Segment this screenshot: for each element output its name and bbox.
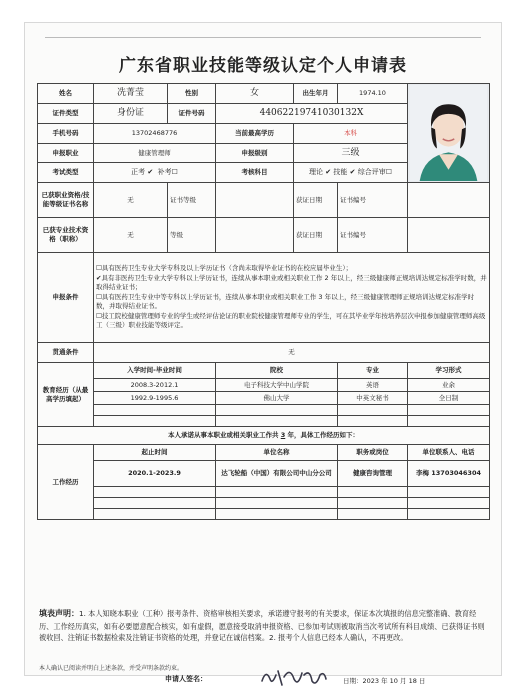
cert-no-label: 证书编号	[338, 183, 408, 218]
work-row-empty	[94, 498, 216, 509]
work-header-position: 职务或岗位	[338, 445, 408, 461]
condition-item[interactable]: ☐具有医药卫生专业大学专科及以上学历证书（含尚未取得毕业证书的在校应届毕业生）；	[96, 263, 353, 272]
comprehensive-option[interactable]: 综合评审☐	[357, 168, 392, 177]
work-row-empty	[216, 509, 338, 520]
condition-item[interactable]: ☐技工院校健康管理师专业的学生或经评估论证的职业院校健康管理师专业的学生，可在其毕业学年按培养层次申报参加健康管理师高级工（三级）职业技能等级评定。	[96, 312, 486, 330]
work-row-company: 达飞轮船（中国）有限公司中山分公司	[216, 461, 338, 487]
work-row-empty	[338, 509, 408, 520]
edu-header-period: 入学时间-毕业时间	[94, 363, 216, 379]
edu-row-school: 佛山大学	[216, 392, 338, 405]
id-no-value: 440622197410301​32X	[216, 103, 408, 123]
applicant-photo	[408, 84, 490, 183]
cert-date-label: 获证日期	[294, 183, 338, 218]
work-row-empty	[338, 487, 408, 498]
application-form	[24, 22, 502, 685]
level-label: 申报级别	[216, 143, 294, 163]
edu-row-major: 中英文秘书	[338, 392, 408, 405]
name-value: 冼菁莹	[94, 84, 168, 104]
exam-type-options	[94, 163, 216, 183]
work-row-empty	[408, 487, 490, 498]
theory-option[interactable]: 理论	[309, 168, 324, 177]
exam-type-label: 考试类型	[38, 163, 94, 183]
edu-row-empty	[408, 405, 490, 416]
cert-no-value	[408, 183, 490, 218]
form-title: 广东省职业技能等级认定个人申请表	[119, 56, 407, 76]
through-value: 无	[94, 343, 490, 363]
condition-item[interactable]: ✔具有非医药卫生专业大学专科以上学历证书，连续从事本职业或相关职业工作 2 年以上，经三级健康师正规培训达规定标准学时数，并取得结业证书；	[96, 274, 487, 292]
edu-row-school: 电子科技大学中山学院	[216, 379, 338, 392]
subject-label: 考核科目	[216, 163, 294, 183]
conditions-list	[94, 253, 490, 343]
form-table	[37, 83, 490, 520]
check-icon: ✔	[147, 168, 154, 177]
confirmation-note: 本人确认已阅读并明白上述条款，并受声明条款约束。	[39, 665, 184, 672]
work-row-empty	[216, 487, 338, 498]
subject-options	[294, 163, 408, 183]
promise-prefix: 本人承诺从事本职业或相关职业工作共	[167, 431, 279, 440]
promise-years: 3	[280, 431, 286, 440]
edu-row-form: 全日制	[408, 392, 490, 405]
exam-normal-option[interactable]: 正考	[131, 168, 146, 177]
check-icon: ✔	[325, 168, 332, 177]
title-grade-label: 等级	[168, 218, 216, 253]
work-label: 工作经历	[38, 445, 94, 520]
sign-date: 日期：2023 年 10 月 18 日	[343, 677, 426, 685]
work-row-position: 健康咨询管理	[338, 461, 408, 487]
edu-header-form: 学习形式	[408, 363, 490, 379]
edu-row-period: 2008.3-2012.1	[94, 379, 216, 392]
work-row-empty	[338, 498, 408, 509]
name-label: 姓名	[38, 84, 94, 104]
signature-label: 申请人签名：	[165, 675, 207, 683]
work-row-empty	[408, 509, 490, 520]
title-cert-value: 无	[94, 218, 168, 253]
edu-label: 当前最高学历	[216, 123, 294, 143]
phone-label: 手机号码	[38, 123, 94, 143]
dob-value: 1974.10	[338, 84, 408, 104]
edu-header-school: 院校	[216, 363, 338, 379]
education-label: 教育经历（从最高学历填起）	[38, 363, 94, 427]
edu-row-empty	[338, 416, 408, 427]
phone-value: 13702468776	[94, 123, 216, 143]
conditions-label: 申报条件	[38, 253, 94, 343]
level-value: 三级	[294, 143, 408, 163]
edu-row-empty	[408, 416, 490, 427]
title-grade-value	[216, 218, 294, 253]
gender-value: 女	[216, 84, 294, 104]
work-row-period: 2020.1-2023.9	[94, 461, 216, 487]
work-header-contact: 单位联系人、电话	[408, 445, 490, 461]
occupation-label: 申报职业	[38, 143, 94, 163]
edu-row-form: 业余	[408, 379, 490, 392]
declaration	[39, 608, 487, 644]
skill-option[interactable]: 技能	[333, 168, 348, 177]
edu-row-empty	[94, 405, 216, 416]
edu-row-empty	[216, 416, 338, 427]
edu-value: 本科	[294, 123, 408, 143]
cert-grade-value	[216, 183, 294, 218]
cert-grade-label: 证书等级	[168, 183, 216, 218]
portrait-icon	[410, 85, 487, 181]
work-row-empty	[216, 498, 338, 509]
edu-row-empty	[216, 405, 338, 416]
declaration-text: 1. 本人知晓本职业（工种）报考条件、资格审核相关要求，承诺遵守报考的有关要求，保证本次填报的信息完整准确、教育经历、工作经历真实，如有必要愿意配合核实，如有虚假，愿意接受取消申报资格、已参加考试则被取消当次考试所有科目成绩、已获得证书则被收回、注销证书数据检索及注销证书资格的处理，并登记在诚信档案。2. 报考个人信息已经本人确认，不再更改。	[39, 609, 485, 643]
edu-row-major: 英语	[338, 379, 408, 392]
work-header-company: 单位名称	[216, 445, 338, 461]
work-header-period: 起止时间	[94, 445, 216, 461]
work-row-empty	[408, 498, 490, 509]
id-type-label: 证件类型	[38, 103, 94, 123]
check-icon: ✔	[349, 168, 356, 177]
id-no-label: 证件号码	[168, 103, 216, 123]
work-promise	[38, 427, 490, 445]
edu-header-major: 专业	[338, 363, 408, 379]
condition-item[interactable]: ☐具有医药卫生专业中等专科以上学历证书，连续从事本职业或相关职业工作 3 年以上，经三级健康管理师正规培训达规定标准学时数，并取得结业证书。	[96, 293, 475, 311]
work-row-contact: 李梅 13703046304	[408, 461, 490, 487]
id-type-value: 身份证	[94, 103, 168, 123]
edu-row-empty	[338, 405, 408, 416]
dob-label: 出生年月	[294, 84, 338, 104]
through-label: 贯通条件	[38, 343, 94, 363]
header-rule	[45, 37, 481, 38]
title-no-label: 证书编号	[338, 218, 408, 253]
title-cert-label: 已获专业技术资格（职称）	[38, 218, 94, 253]
work-row-empty	[94, 487, 216, 498]
exam-makeup-option[interactable]: 补考☐	[157, 168, 178, 177]
work-row-empty	[94, 509, 216, 520]
edu-row-empty	[94, 416, 216, 427]
occupation-value: 健康管理师	[94, 143, 216, 163]
declaration-heading: 填表声明：	[39, 609, 79, 618]
cert-value: 无	[94, 183, 168, 218]
title-date-label: 获证日期	[294, 218, 338, 253]
handwritten-signature	[258, 665, 330, 689]
edu-row-period: 1992.9-1995.6	[94, 392, 216, 405]
cert-label: 已获职业资格/技能等级证书名称	[38, 183, 94, 218]
title-no-value	[408, 218, 490, 253]
gender-label: 性别	[168, 84, 216, 104]
promise-suffix: 年，具体工作经历如下：	[287, 431, 360, 440]
